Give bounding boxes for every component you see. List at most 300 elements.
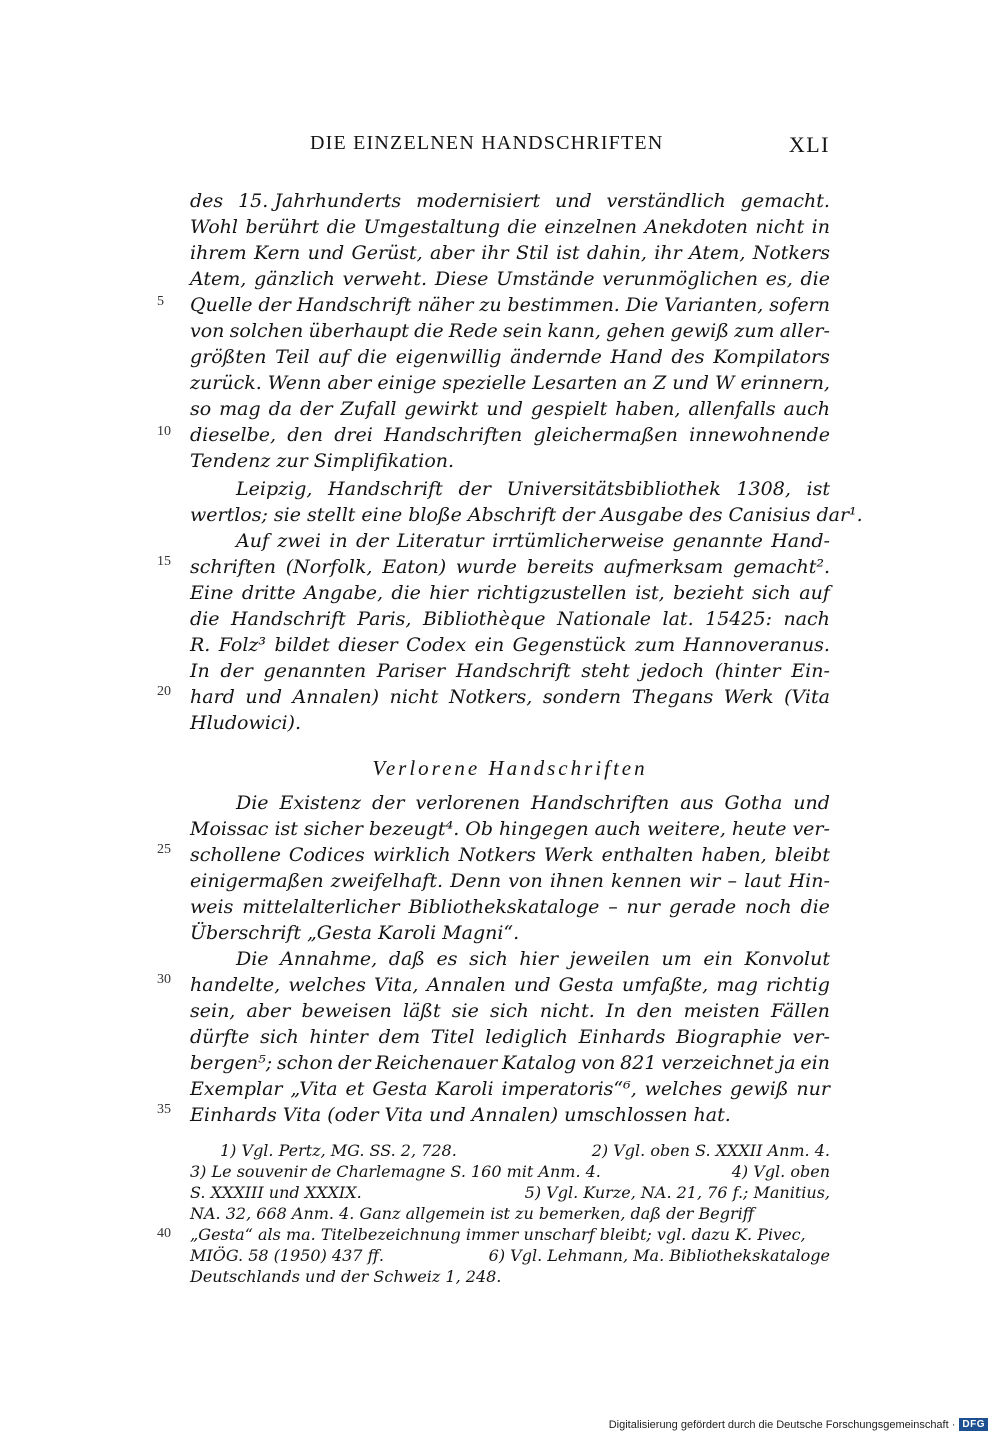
section-heading: Verlorene Handschriften [372,756,648,780]
word: ist [556,242,580,264]
line-number: 35 [157,1102,171,1117]
word: den [287,424,323,446]
word: hingegen [499,818,589,840]
word: W [714,372,735,394]
word: Karoli [377,922,437,944]
word: und [307,242,345,264]
word: verweht. [342,268,428,290]
word: In [190,660,210,682]
word: sondern [542,686,622,708]
word: zwei [277,530,321,552]
word: bezieht [673,582,744,604]
word: zur [276,450,308,472]
word: die [507,216,537,238]
word: Vita [282,1104,322,1126]
word: bloße [408,504,462,526]
text-line [190,188,830,214]
text-line [190,396,830,422]
word: aus [680,792,714,814]
word: (oder [327,1104,379,1126]
text-line [190,422,830,448]
word: Folz³ [218,634,267,656]
word: Vita [384,1104,423,1126]
word: Handschrift [455,660,571,682]
word: es, [765,268,793,290]
word: schriften [190,556,276,578]
word: Handschrift [296,294,412,316]
word: da [268,398,293,420]
word: und [245,686,282,708]
word: aber [430,242,474,264]
word: weis [190,896,234,918]
word: genannte [672,530,763,552]
line-number: 30 [157,972,171,987]
word: dar¹. [816,504,863,526]
word: in [329,530,348,552]
word: mittelalterlicher [242,896,400,918]
word: Notkers [458,844,536,866]
word: bestimmen. [507,294,620,316]
word: jeweilen [569,948,650,970]
word: aufmerksam [603,556,724,578]
word: drei [334,424,373,446]
dfg-credit-text: Digitalisierung gefördert durch die Deutsche Forschungsgemeinschaft · [608,1418,956,1431]
word: stellt [306,504,356,526]
word: Eaton) [382,556,447,578]
word: verzeichnet [661,1052,774,1074]
word: heute [731,818,787,840]
footnote-segment: 1) Vgl. Pertz, MG. SS. 2, 728. [220,1141,457,1160]
word: verständlich [606,190,726,212]
word: hard [190,686,235,708]
word: die [800,268,830,290]
footnote-line [190,1266,830,1287]
word: richtigzustellen [476,582,627,604]
text-line [190,476,830,502]
word: aber [246,1000,291,1022]
word: von [508,870,543,892]
word: Bibliothekskataloge [408,896,600,918]
word: es [436,948,458,970]
word: läßt [402,1000,441,1022]
word: nicht. [539,1000,595,1022]
word: und [513,974,551,996]
footnote-line [190,1140,830,1161]
word: meisten [683,1000,760,1022]
word: Hin- [788,870,830,892]
text-line [190,946,830,972]
word: dahin, [586,242,647,264]
text-line [190,998,830,1024]
word: Atem, [190,268,247,290]
word: Denn [450,870,502,892]
text-line [190,292,830,318]
word: Nationale [557,608,652,630]
word: – [727,870,738,892]
word: (hinter [714,660,781,682]
text-line [190,894,830,920]
word: Annahme, [280,948,378,970]
word: ein [800,1052,830,1074]
word: wir [688,870,721,892]
word: Werk [723,686,774,708]
word: gleichermaßen [533,424,678,446]
word: und [555,190,592,212]
word: gehen [606,320,666,342]
word: dritte [241,582,296,604]
word: Kern [254,242,301,264]
word: lediglich [485,1026,568,1048]
word: ein [703,948,733,970]
word: ihr [654,242,682,264]
footnote-segment: 2) Vgl. oben S. XXXII Anm. 4. [591,1141,830,1160]
word: Exemplar [190,1078,283,1100]
word: Reichenauer [375,1052,498,1074]
footnote-line [190,1245,830,1266]
page-number: XLI [788,132,830,157]
word: Die [236,792,269,814]
word: Paris, [357,608,412,630]
word: (Vita [784,686,830,708]
running-head: DIE EINZELNEN HANDSCHRIFTEN [310,132,664,154]
word: die [414,320,444,342]
word: der [372,792,405,814]
text-line [190,790,830,816]
dfg-logo-icon: DFG [959,1418,988,1431]
text-line [190,868,830,894]
word: genannten [263,660,367,682]
word: Rede [448,320,498,342]
paragraph [190,790,830,946]
word: dem [378,1026,421,1048]
word: Literatur [396,530,484,552]
word: nicht [389,686,439,708]
word: spezielle [442,372,527,394]
word: gänzlich [254,268,335,290]
word: Stil [515,242,549,264]
text-line [190,1024,830,1050]
text-line [190,972,830,998]
word: bleibt [774,844,830,866]
word: die [326,216,357,238]
word: gemacht. [740,190,830,212]
word: die [800,896,830,918]
word: verlorenen [415,792,521,814]
word: Annalen [426,974,506,996]
footnote-segment: S. XXXIII und XXXIX. [190,1183,362,1202]
word: Einhards [190,1104,277,1126]
line-number: 20 [157,684,171,699]
word: bildet [274,634,330,656]
text-line [190,816,830,842]
word: von [580,1052,616,1074]
word: 15. Jahrhunderts [238,190,402,212]
word: Handschriften [531,792,670,814]
word: 821 [620,1052,657,1074]
word: Varianten, [664,294,764,316]
word: einige [377,372,437,394]
word: enthalten [601,844,694,866]
footnote-segment: „Gesta“ als ma. Titelbezeichnung immer unscharf bleibt; vgl. dazu K. Pivec, [190,1225,806,1244]
footnote-segment: 3) Le souvenir de Charlemagne S. 160 mit Anm. 4. [190,1162,601,1181]
word: den [636,1000,673,1022]
page-header [190,132,830,162]
word: Überschrift [190,922,301,944]
word: daß [388,948,425,970]
word: welches [644,1078,723,1100]
word: Handschriften [384,424,523,446]
word: Gesta [558,974,614,996]
word: schon [276,1052,334,1074]
word: Thegans [631,686,714,708]
word: Fällen [771,1000,830,1022]
word: zweifelhaft. [330,870,444,892]
text-line [190,528,830,554]
word: Die [236,948,269,970]
word: ein [474,634,505,656]
word: ja [778,1052,796,1074]
footnote-line [190,1203,830,1224]
word: Annalen) [471,1104,559,1126]
word: gemacht². [733,556,830,578]
word: und [672,372,709,394]
word: sich [469,948,508,970]
line-number: 40 [157,1226,171,1241]
word: Zufall [340,398,397,420]
word: Diese [434,268,489,290]
word: laut [744,870,782,892]
word: imperatoris“⁶, [501,1078,637,1100]
word: hier [429,582,468,604]
word: und [793,792,830,814]
word: der [258,294,291,316]
footnote-segment: 4) Vgl. oben [731,1162,830,1181]
word: sie [451,1000,479,1022]
word: dürfte [190,1026,250,1048]
paragraph [190,528,830,736]
word: Hludowici). [190,712,301,734]
word: Notkers [752,242,830,264]
text-line [190,1050,830,1076]
word: Anekdoten [644,216,748,238]
word: Karoli [435,1078,494,1100]
word: Leipzig, [236,478,313,500]
text-line [190,1076,830,1102]
word: dieser [338,634,398,656]
word: näher [417,294,474,316]
word: hat. [693,1104,731,1126]
word: Umgestaltung [363,216,501,238]
word: ist [274,818,298,840]
line-number: 5 [157,294,164,309]
footnote-segment: 5) Vgl. Kurze, NA. 21, 76 f.; Manitius, [524,1183,830,1202]
word: Konvolut [744,948,830,970]
word: Moissac [190,818,269,840]
word: irrtümlicherweise [492,530,665,552]
line-number: 10 [157,424,171,439]
word: auf [799,582,830,604]
word: zurück. [190,372,262,394]
text-line [190,920,830,946]
word: 15425: [705,608,772,630]
word: Gerüst, [351,242,423,264]
word: Wenn [267,372,322,394]
word: „Gesta [306,922,372,944]
word: Ob [465,818,494,840]
word: ist, [635,582,665,604]
dfg-credit [609,1418,988,1431]
word: der [562,504,595,526]
word: kennen [611,870,682,892]
footnote-segment: Deutschlands und der Schweiz 1, 248. [190,1267,502,1286]
text-line [190,448,830,474]
word: Quelle [190,294,253,316]
footnotes [190,1140,830,1287]
word: von [190,320,225,342]
word: Ausgabe [600,504,684,526]
word: sein [503,320,543,342]
word: „Vita [290,1078,338,1100]
word: des [190,190,224,212]
word: Hand [610,346,663,368]
word: Kompilators [713,346,830,368]
word: solchen [229,320,304,342]
line-number: 25 [157,842,171,857]
word: zum [634,634,676,656]
word: haben, [615,398,681,420]
word: sofern [769,294,830,316]
word: umschlossen [564,1104,688,1126]
word: sie [273,504,301,526]
word: und [428,1104,466,1126]
word: R. [190,634,211,656]
word: umfaßte, [621,974,709,996]
text-line [190,344,830,370]
word: Einhards [578,1026,666,1048]
word: Handschrift [328,478,443,500]
word: gespielt [530,398,608,420]
word: nach [783,608,830,630]
word: hinter [309,1026,368,1048]
word: 1308, [736,478,791,500]
word: der [220,660,253,682]
word: gewiß [670,320,729,342]
word: schollene [190,844,281,866]
word: Umstände [496,268,595,290]
word: dieselbe, [190,424,277,446]
word: auch [783,398,830,420]
text-line [190,710,830,736]
word: der [338,1052,371,1074]
word: mag [219,398,261,420]
word: einzelnen [544,216,638,238]
word: Canisius [728,504,811,526]
word: berührt [245,216,320,238]
footnote-line [190,1161,830,1182]
word: eigenwillig [395,346,502,368]
word: gerade [668,896,737,918]
word: Wohl [190,216,238,238]
line-number: 15 [157,554,171,569]
word: Die [625,294,659,316]
word: auf [318,346,349,368]
word: bezeugt⁴. [368,818,460,840]
word: mag [716,974,758,996]
word: sein, [190,1000,236,1022]
word: lat. [662,608,694,630]
word: zu [479,294,502,316]
word: nur [626,896,661,918]
word: aller- [779,320,830,342]
word: Lesarten [532,372,618,394]
text-line [190,214,830,240]
word: sicher [303,818,363,840]
word: gewiß [730,1078,789,1100]
word: haben, [701,844,767,866]
word: wurde [455,556,517,578]
text-line [190,318,830,344]
word: der [458,478,491,500]
word: Eine [190,582,234,604]
word: Abschrift [467,504,557,526]
word: zum [734,320,775,342]
word: der [300,398,333,420]
word: sich [752,582,791,604]
word: sich [490,1000,529,1022]
word: Notkers, [448,686,533,708]
word: Existenz [279,792,362,814]
word: Biographie [676,1026,782,1048]
word: ändernde [510,346,602,368]
word: einigermaßen [190,870,324,892]
paragraph [190,188,830,474]
word: Tendenz [190,450,271,472]
word: der [355,530,389,552]
text-line [190,580,830,606]
word: auch [594,818,642,840]
word: Pariser [376,660,446,682]
word: nur [796,1078,830,1100]
word: so [190,398,212,420]
text-line [190,606,830,632]
word: Gegenstück [512,634,627,656]
text-line [190,632,830,658]
word: ver- [792,1026,830,1048]
word: weitere, [647,818,726,840]
paragraph [190,946,830,1128]
text-line [190,240,830,266]
word: Atem, [689,242,746,264]
word: Hannoveranus. [683,634,830,656]
text-line [190,266,830,292]
word: ihrem [190,242,247,264]
word: Ein- [791,660,830,682]
word: Werk [543,844,594,866]
paragraph [190,476,863,528]
word: jedoch [640,660,705,682]
word: um [661,948,692,970]
footnote-segment: MIÖG. 58 (1950) 437 ff. [190,1246,384,1265]
word: Handschrift [230,608,346,630]
word: Codices [288,844,365,866]
word: die [357,346,388,368]
footnote-line [190,1224,830,1245]
word: modernisiert [416,190,541,212]
word: Simplifikation. [313,450,455,472]
word: ist [806,478,830,500]
word: des [689,504,723,526]
word: bergen⁵; [190,1052,273,1074]
